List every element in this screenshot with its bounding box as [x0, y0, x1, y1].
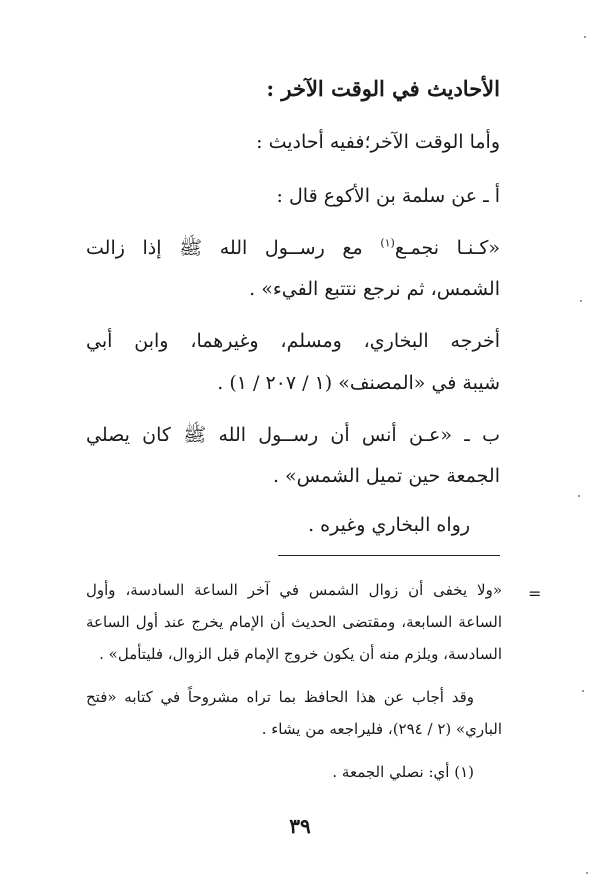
- hadith-b-line1: ب ـ «عـن أنس أن رســول الله ﷺ كان يصلي: [86, 424, 500, 446]
- hadith-a-text-start: «كـنـا نجمـع: [394, 237, 500, 259]
- section-heading: الأحاديث في الوقت الآخر :: [266, 76, 500, 101]
- footnote-divider: [278, 555, 500, 556]
- intro-line: وأما الوقت الآخر؛ففيه أحاديث :: [256, 131, 500, 153]
- hadith-a-text-end: مع رســول الله ﷺ إذا زالت: [86, 237, 381, 259]
- hadith-a-label: أ ـ عن سلمة بن الأكوع قال :: [276, 185, 500, 207]
- hadith-a-line2: الشمس، ثم نرجع نتتبع الفيء» .: [249, 278, 500, 300]
- scan-speck: [584, 36, 586, 38]
- page-number: ٣٩: [289, 814, 311, 838]
- footnote-ref-1: (١): [380, 236, 395, 250]
- footnote-cont-line1: «ولا يخفى أن زوال الشمس في آخر الساعة السادسة، وأول: [86, 581, 502, 599]
- hadith-b-line2: الجمعة حين تميل الشمس» .: [272, 465, 500, 487]
- footnote-cont-line2: الساعة السابعة، ومقتضى الحديث أن الإمام يخرج عند أول الساعة: [86, 613, 502, 631]
- scan-speck: [578, 495, 580, 497]
- footnote-1: (١) أي: نصلي الجمعة .: [332, 763, 474, 781]
- footnote-answer-line1: وقد أجاب عن هذا الحافظ بما تراه مشروحاً في كتابه «فتح: [86, 688, 474, 706]
- scan-speck: [580, 300, 582, 302]
- scan-speck: [582, 690, 584, 692]
- scan-speck: [586, 872, 588, 874]
- footnote-cont-line3: السادسة، ويلزم منه أن يكون خروج الإمام قبل الزوال، فليتأمل» .: [99, 645, 502, 663]
- footnote-answer-line2: الباري» (٢ / ٢٩٤)، فليراجعه من يشاء .: [261, 720, 502, 738]
- hadith-a-line1: [86, 236, 500, 264]
- takhrij-b: رواه البخاري وغيره .: [308, 514, 470, 536]
- takhrij-a-line2: شيبة في «المصنف» (١ / ٢٠٧ / ١) .: [217, 372, 500, 394]
- footnote-continuation-mark: =: [528, 584, 542, 603]
- takhrij-a-line1: أخرجه البخاري، ومسلم، وغيرهما، وابن أبي: [86, 330, 500, 352]
